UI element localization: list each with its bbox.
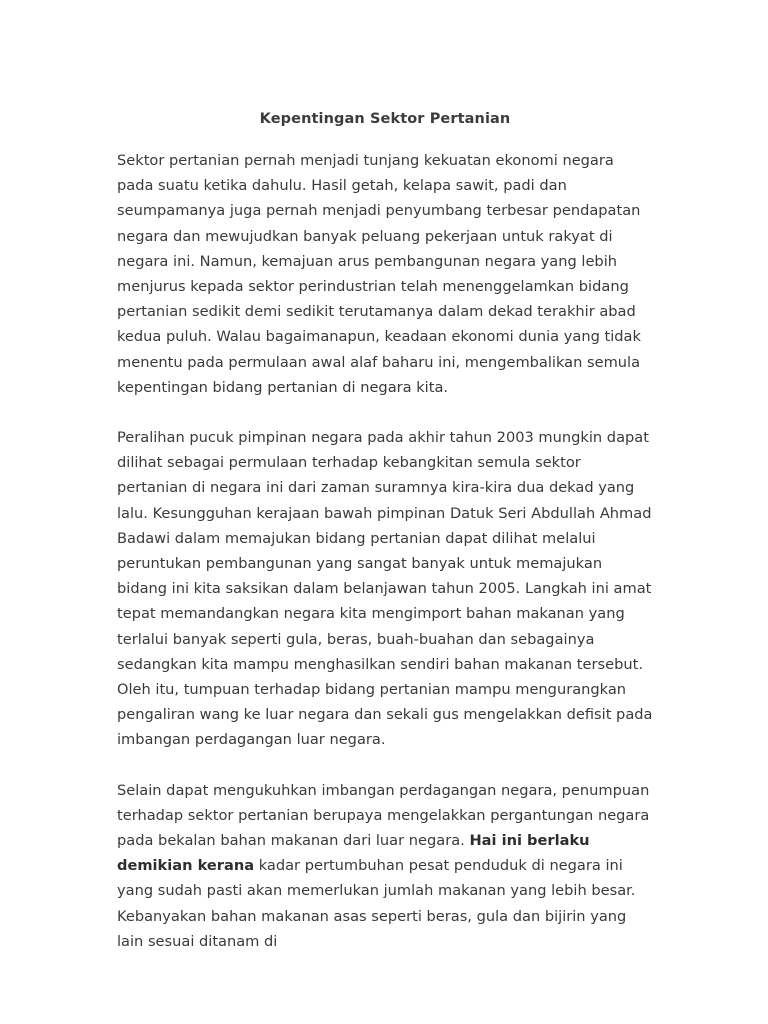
paragraph-1: Sektor pertanian pernah menjadi tunjang kekuatan ekonomi negara pada suatu ketika dahulu. Hasil getah, kelapa sawit, padi dan seumpamanya juga pernah menjadi penyumbang terbesar pendapatan negara dan mewujudkan banyak peluang pekerjaan untuk rakyat di negara ini. Namun, kemajuan arus pembangunan negara yang lebih menjurus kepada sektor perindustrian telah menenggelamkan bidang pertanian sedikit demi sedikit terutamanya dalam dekad terakhir abad kedua puluh. Walau bagaimanapun, keadaan ekonomi dunia yang tidak menentu pada permulaan awal alaf baharu ini, mengembalikan semula kepentingan bidang pertanian di negara kita. — [117, 152, 641, 396]
paragraph-3-text-after: kadar pertumbuhan pesat penduduk di negara ini yang sudah pasti akan memerlukan jumlah makanan yang lebih besar. Kebanyakan bahan makanan asas seperti beras, gula dan bijirin yang lain sesuai ditanam di — [117, 857, 636, 950]
paragraph-3-text-before: Selain dapat mengukuhkan imbangan perdagangan negara, penumpuan terhadap sektor pertanian berupaya mengelakkan pergantungan negara pada bekalan bahan makanan dari luar negara. — [117, 781, 650, 850]
paragraph-3-bold-phrase: Hai ini berlaku demikian kerana — [117, 832, 590, 875]
paragraph-2: Peralihan pucuk pimpinan negara pada akhir tahun 2003 mungkin dapat dilihat sebagai permulaan terhadap kebangkitan semula sektor pertanian di negara ini dari zaman suramnya kira-kira dua dekad yang lalu. Kesungguhan kerajaan bawah pimpinan Datuk Seri Abdullah Ahmad Badawi dalam memajukan bidang pertanian dapat dilihat melalui peruntukan pembangunan yang sangat banyak untuk memajukan bidang ini kita saksikan dalam belanjawan tahun 2005. Langkah ini amat tepat memandangkan negara kita mengimport bahan makanan yang terlalui banyak seperti gula, beras, buah-buahan dan sebagainya sedangkan kita mampu menghasilkan sendiri bahan makanan tersebut. Oleh itu, tumpuan terhadap bidang pertanian mampu mengurangkan pengaliran wang ke luar negara dan sekali gus mengelakkan defisit pada imbangan perdagangan luar negara. — [117, 429, 653, 749]
document-title: Kepentingan Sektor Pertanian — [259, 111, 511, 127]
document-page — [117, 108, 653, 979]
paragraph-3 — [117, 778, 653, 954]
